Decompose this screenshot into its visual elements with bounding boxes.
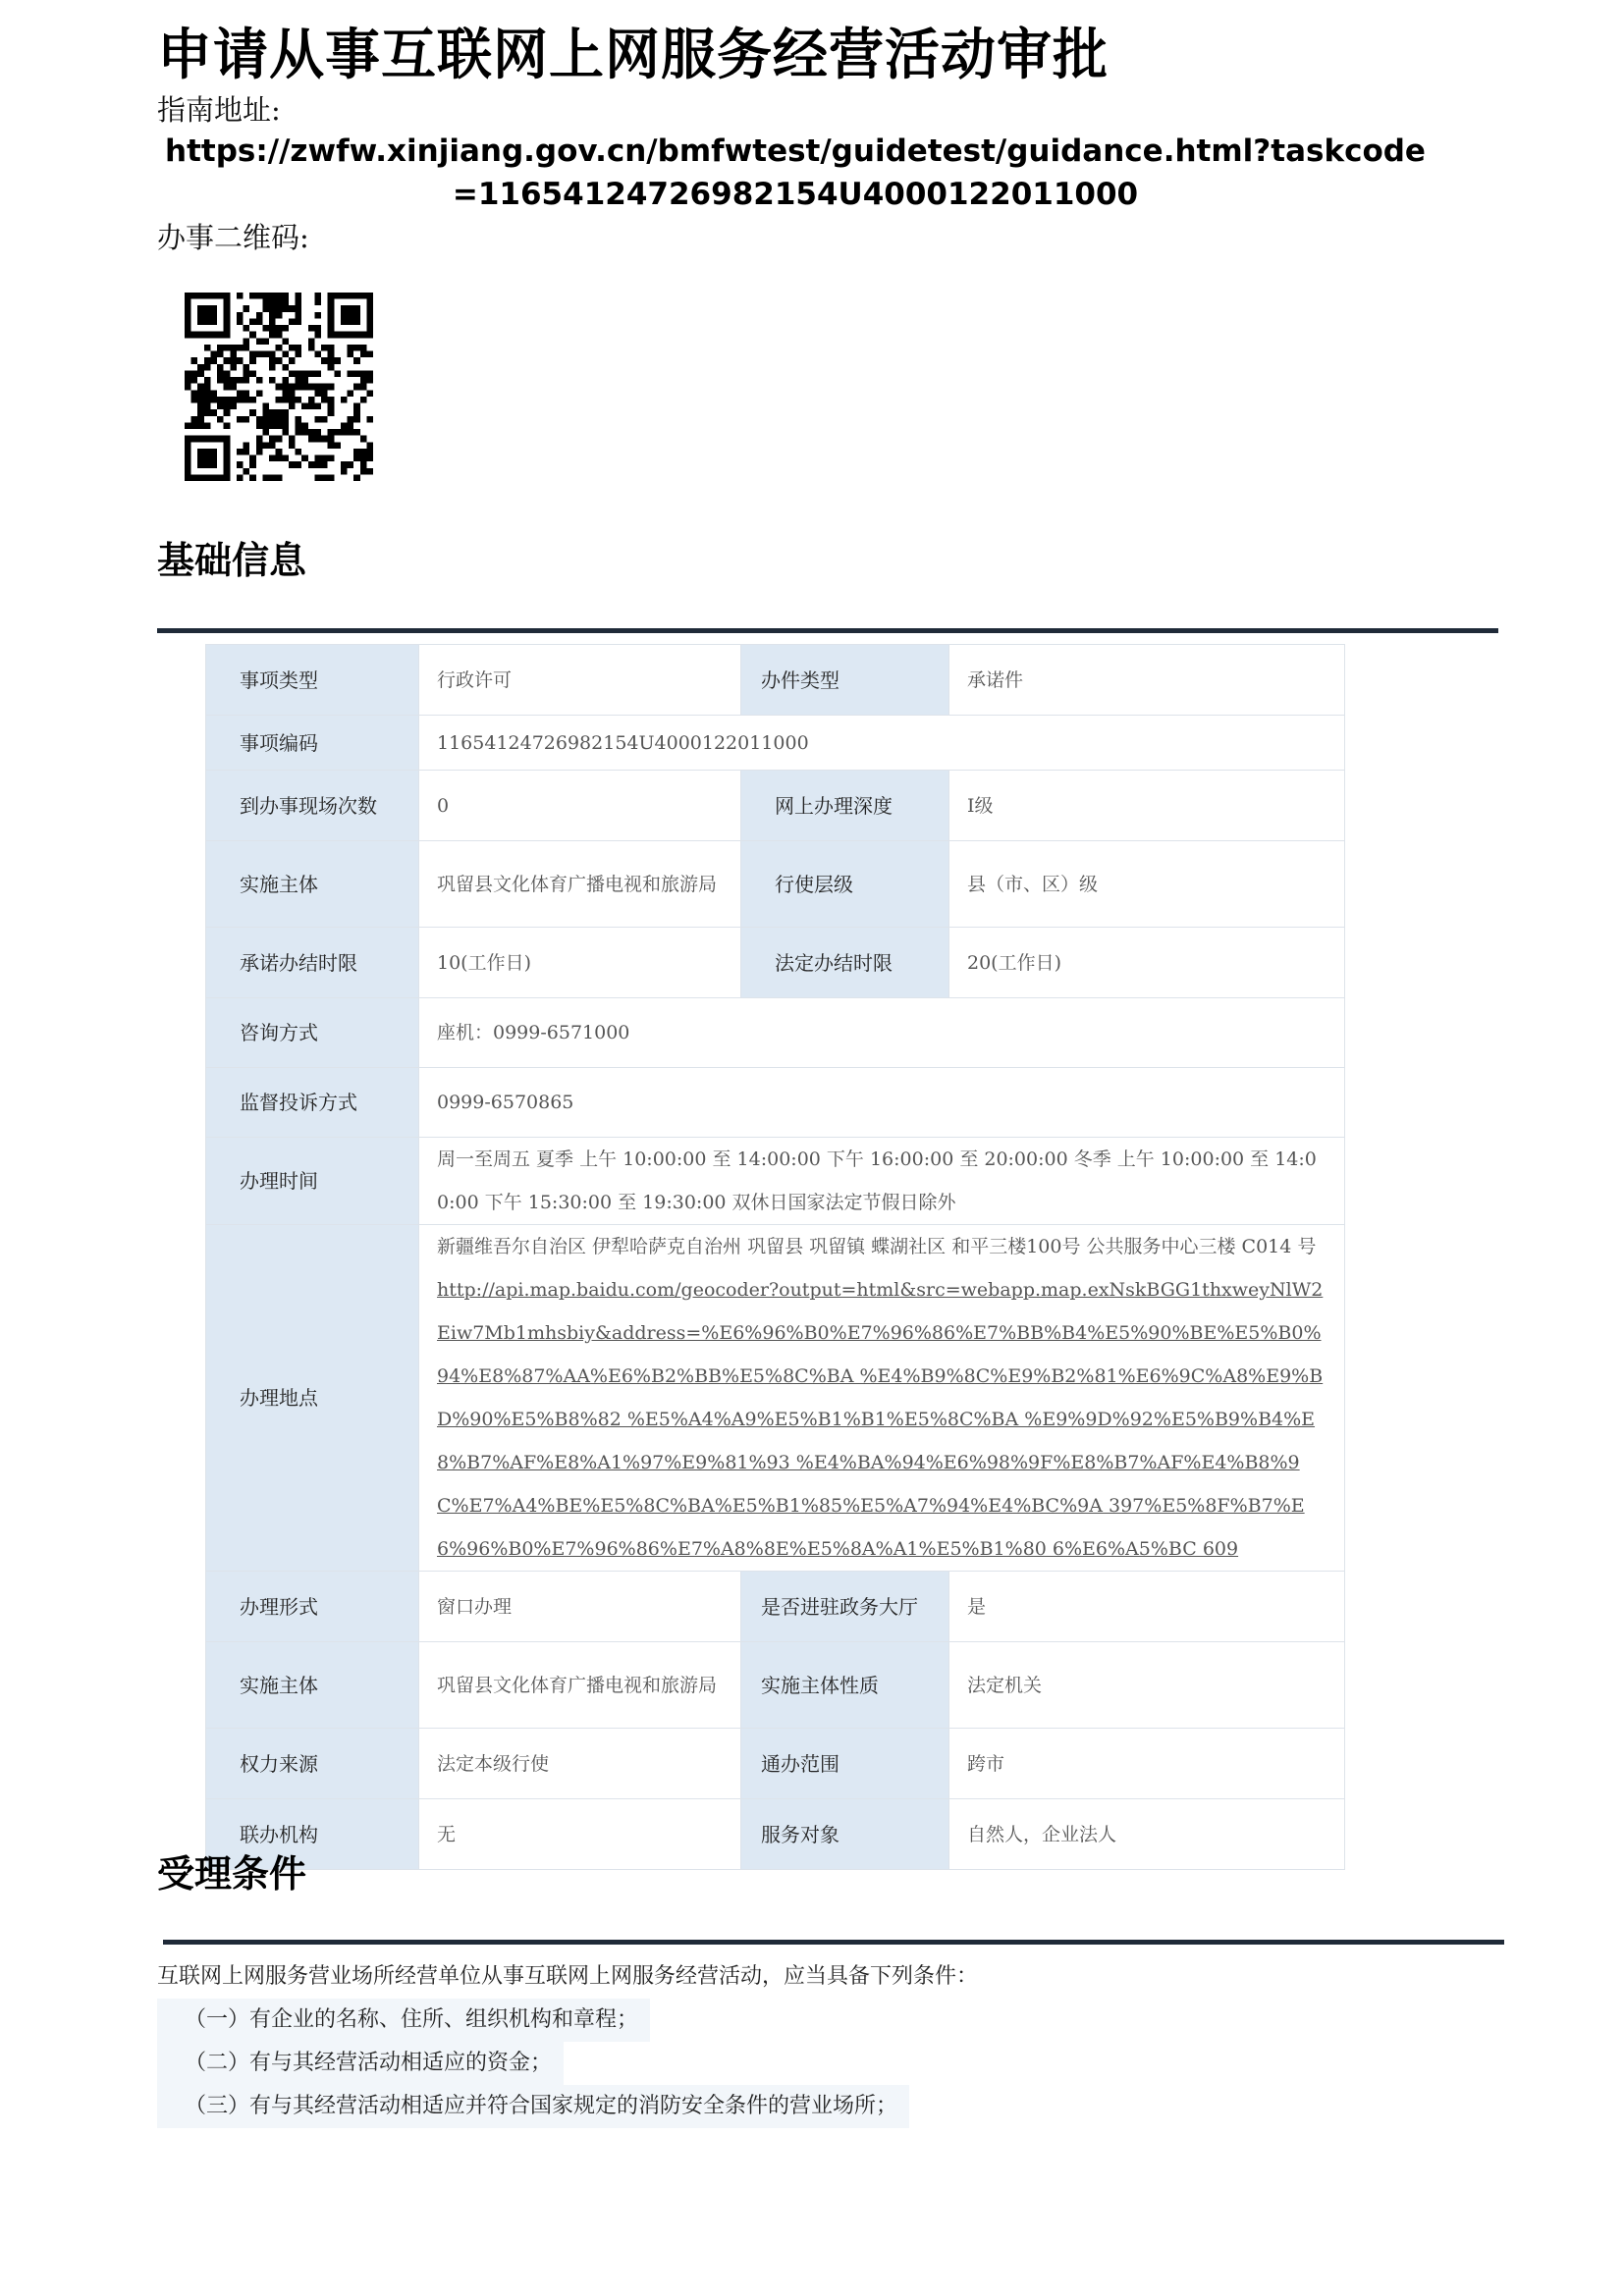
condition-item: （一）有企业的名称、住所、组织机构和章程； <box>157 1999 650 2042</box>
field-value: 10(工作日) <box>419 928 741 998</box>
table-row <box>206 998 1345 1068</box>
field-value: 法定本级行使 <box>419 1729 741 1799</box>
field-label: 实施主体性质 <box>741 1642 949 1729</box>
field-value: 无 <box>419 1799 741 1870</box>
guide-url-label: 指南地址: <box>157 93 281 127</box>
table-row <box>206 1642 1345 1729</box>
section-title-conditions: 受理条件 <box>157 1852 307 1896</box>
field-label: 通办范围 <box>741 1729 949 1799</box>
field-label: 事项类型 <box>206 645 419 716</box>
field-value: 巩留县文化体育广播电视和旅游局 <box>419 1642 741 1729</box>
field-label: 事项编码 <box>206 716 419 771</box>
field-value: 周一至周五 夏季 上午 10:00:00 至 14:00:00 下午 16:00:00 至 20:00:00 冬季 上午 10:00:00 至 14:00:00 下午 15:30:00 至 19:30:00 双休日国家法定节假日除外 <box>419 1138 1345 1225</box>
section-title-basic-info: 基础信息 <box>157 539 307 582</box>
table-row <box>206 1225 1345 1572</box>
field-label: 到办事现场次数 <box>206 771 419 841</box>
field-label: 行使层级 <box>741 841 949 928</box>
field-label: 办理形式 <box>206 1572 419 1642</box>
field-value: 0999-6570865 <box>419 1068 1345 1138</box>
field-value: 20(工作日) <box>949 928 1345 998</box>
field-value: 11654124726982154U4000122011000 <box>419 716 1345 771</box>
section-divider <box>163 1940 1504 1945</box>
basic-info-table <box>205 644 1345 1870</box>
table-row <box>206 1068 1345 1138</box>
table-row <box>206 928 1345 998</box>
table-row <box>206 1729 1345 1799</box>
field-value: Ⅰ级 <box>949 771 1345 841</box>
conditions-intro: 互联网上网服务营业场所经营单位从事互联网上网服务经营活动，应当具备下列条件： <box>157 1964 979 1989</box>
table-row <box>206 841 1345 928</box>
table-row <box>206 1799 1345 1870</box>
field-label: 实施主体 <box>206 1642 419 1729</box>
guide-url[interactable]: https://zwfw.xinjiang.gov.cn/bmfwtest/guidetest/guidance.html?taskcode=11654124726982154U4000122011000 <box>165 133 1426 212</box>
table-row <box>206 716 1345 771</box>
table-row <box>206 771 1345 841</box>
conditions-block <box>157 1955 1522 2128</box>
field-value: 县（市、区）级 <box>949 841 1345 928</box>
field-label: 联办机构 <box>206 1799 419 1870</box>
condition-item: （二）有与其经营活动相适应的资金； <box>157 2042 564 2085</box>
field-label: 服务对象 <box>741 1799 949 1870</box>
table-row <box>206 1572 1345 1642</box>
address-text: 新疆维吾尔自治区 伊犁哈萨克自治州 巩留县 巩留镇 蝶湖社区 和平三楼100号 公共服务中心三楼 C014 号 <box>437 1236 1317 1257</box>
condition-item: （三）有与其经营活动相适应并符合国家规定的消防安全条件的营业场所； <box>157 2085 909 2128</box>
field-label: 咨询方式 <box>206 998 419 1068</box>
field-value: 自然人，企业法人 <box>949 1799 1345 1870</box>
field-value: 座机：0999-6571000 <box>419 998 1345 1068</box>
field-label: 办件类型 <box>741 645 949 716</box>
qr-code-label: 办事二维码: <box>157 221 309 254</box>
page-title: 申请从事互联网上网服务经营活动审批 <box>157 24 1109 87</box>
field-value: 行政许可 <box>419 645 741 716</box>
field-label: 办理地点 <box>206 1225 419 1572</box>
table-row <box>206 1138 1345 1225</box>
field-value: 承诺件 <box>949 645 1345 716</box>
section-divider <box>157 628 1498 633</box>
field-label: 权力来源 <box>206 1729 419 1799</box>
field-label: 法定办结时限 <box>741 928 949 998</box>
field-label: 是否进驻政务大厅 <box>741 1572 949 1642</box>
field-label: 实施主体 <box>206 841 419 928</box>
field-value: 法定机关 <box>949 1642 1345 1729</box>
qr-code-image <box>185 293 373 481</box>
field-label: 网上办理深度 <box>741 771 949 841</box>
field-label: 办理时间 <box>206 1138 419 1225</box>
table-row <box>206 645 1345 716</box>
address-map-link[interactable]: http://api.map.baidu.com/geocoder?output=html&src=webapp.map.exNskBGG1thxweyNlW2Eiw7Mb1mhsbiy&address=%E6%96%B0%E7%96%86%E7%BB%B4%E5%90%BE%E5%B0%94%E8%87%AA%E6%B2%BB%E5%8C%BA %E4%B9%8C%E9%B2%81%E6%9C%A8%E9%BD%90%E5%B8%82 %E5%A4%A9%E5%B1%B1%E5%8C%BA %E9%9D%92%E5%B9%B4%E8%B7%AF%E8%A1%97%E9%81%93 %E4%BA%94%E6%98%9F%E8%B7%AF%E4%B8%9C%E7%A4%BE%E5%8C%BA%E5%B1%85%E5%A7%94%E4%BC%9A 397%E5%8F%B7%E6%96%B0%E7%96%86%E7%A8%8E%E5%8A%A1%E5%B1%80 6%E6%A5%BC 609 <box>437 1279 1324 1560</box>
field-value: 是 <box>949 1572 1345 1642</box>
field-value: 窗口办理 <box>419 1572 741 1642</box>
field-label: 承诺办结时限 <box>206 928 419 998</box>
field-label: 监督投诉方式 <box>206 1068 419 1138</box>
field-value <box>419 1225 1345 1572</box>
field-value: 跨市 <box>949 1729 1345 1799</box>
field-value: 0 <box>419 771 741 841</box>
field-value: 巩留县文化体育广播电视和旅游局 <box>419 841 741 928</box>
